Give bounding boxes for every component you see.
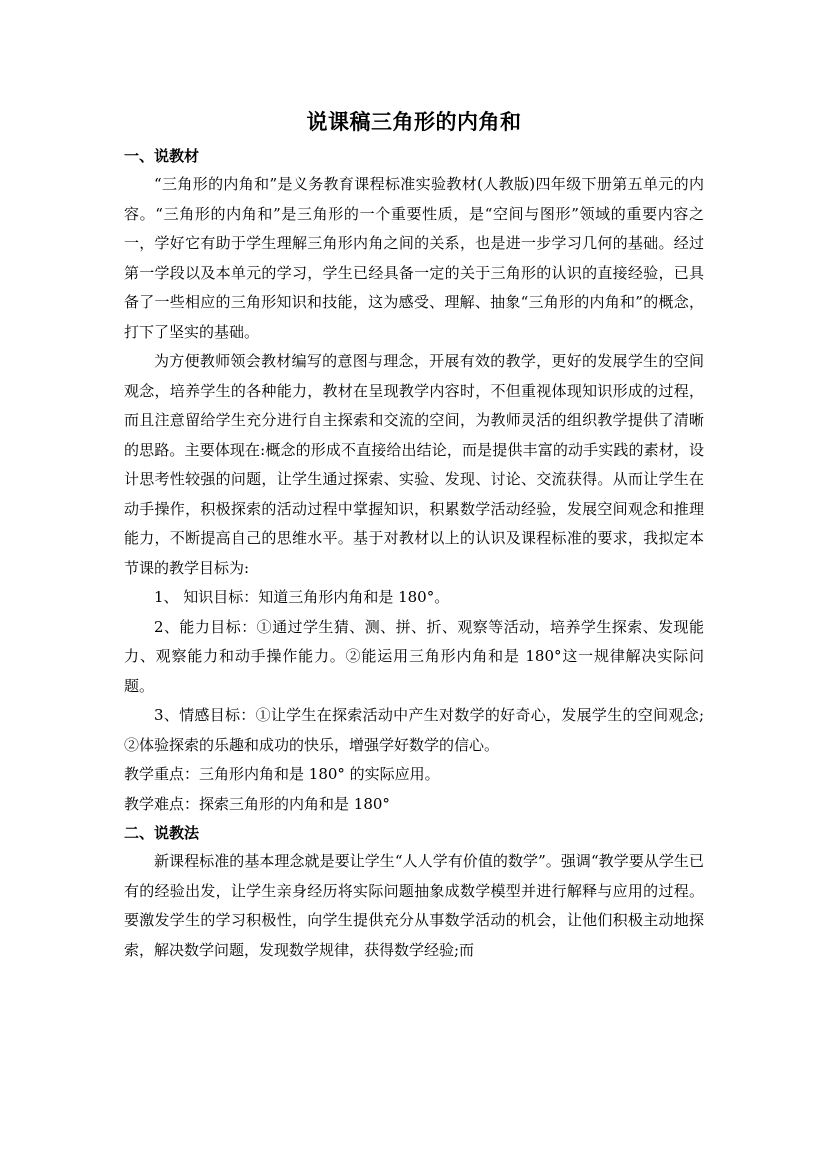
document-body (124, 106, 704, 965)
section-heading-teaching-material: 一、说教材 (124, 147, 200, 165)
section-heading-teaching-method: 二、说教法 (124, 824, 200, 842)
page-title: 说课稿三角形的内角和 (306, 109, 522, 134)
teaching-difficult-point: 教学难点：探索三角形的内角和是 180° (124, 794, 390, 813)
goal-emotion: 3、情感目标：①让学生在探索活动中产生对数学的好奇心，发展学生的空间观念;②体验探索的乐趣和成功的快乐，增强学好数学的信心。 (124, 706, 704, 754)
goal-ability: 2、能力目标：①通过学生猜、测、拼、折、观察等活动，培养学生探索、发现能力、观察能力和动手操作能力。②能运用三角形内角和是 180°这一规律解决实际问题。 (124, 617, 704, 695)
paragraph-material-design: 为方便教师领会教材编写的意图与理念，开展有效的教学，更好的发展学生的空间观念，培养学生的各种能力，教材在呈现教学内容时，不但重视体现知识形成的过程，而且注意留给学生充分进行自主探索和交流的空间，为教师灵活的组织教学提供了清晰的思路。主要体现在:概念的形成不直接给出结论，而是提供丰富的动手实践的素材，设计思考性较强的问题，让学生通过探索、实验、发现、讨论、交流获得。从而让学生在动手操作，积极探索的活动过程中掌握知识，积累数学活动经验，发展空间观念和推理能力，不断提高自己的思维水平。基于对教材以上的认识及课程标准的要求，我拟定本节课的教学目标为: (124, 352, 704, 577)
teaching-key-point: 教学重点：三角形内角和是 180° 的实际应用。 (124, 765, 440, 783)
goal-knowledge: 1、 知识目标：知道三角形内角和是 180°。 (154, 588, 450, 606)
paragraph-material-intro: “三角形的内角和”是义务教育课程标准实验教材(人教版)四年级下册第五单元的内容。“三角形的内角和”是三角形的一个重要性质，是“空间与图形”领域的重要内容之一，学好它有助于学生理解三角形内角之间的关系，也是进一步学习几何的基础。经过第一学段以及本单元的学习，学生已经具备一定的关于三角形的认识的直接经验，已具备了一些相应的三角形知识和技能，这为感受、理解、抽象“三角形的内角和”的概念，打下了坚实的基础。 (124, 175, 704, 341)
paragraph-method-intro: 新课程标准的基本理念就是要让学生“人人学有价值的数学”。强调“教学要从学生已有的经验出发，让学生亲身经历将实际问题抽象成数学模型并进行解释与应用的过程。要激发学生的学习积极性，向学生提供充分从事数学活动的机会，让他们积极主动地探索，解决数学问题，发现数学规律，获得数学经验;而 (124, 852, 704, 959)
